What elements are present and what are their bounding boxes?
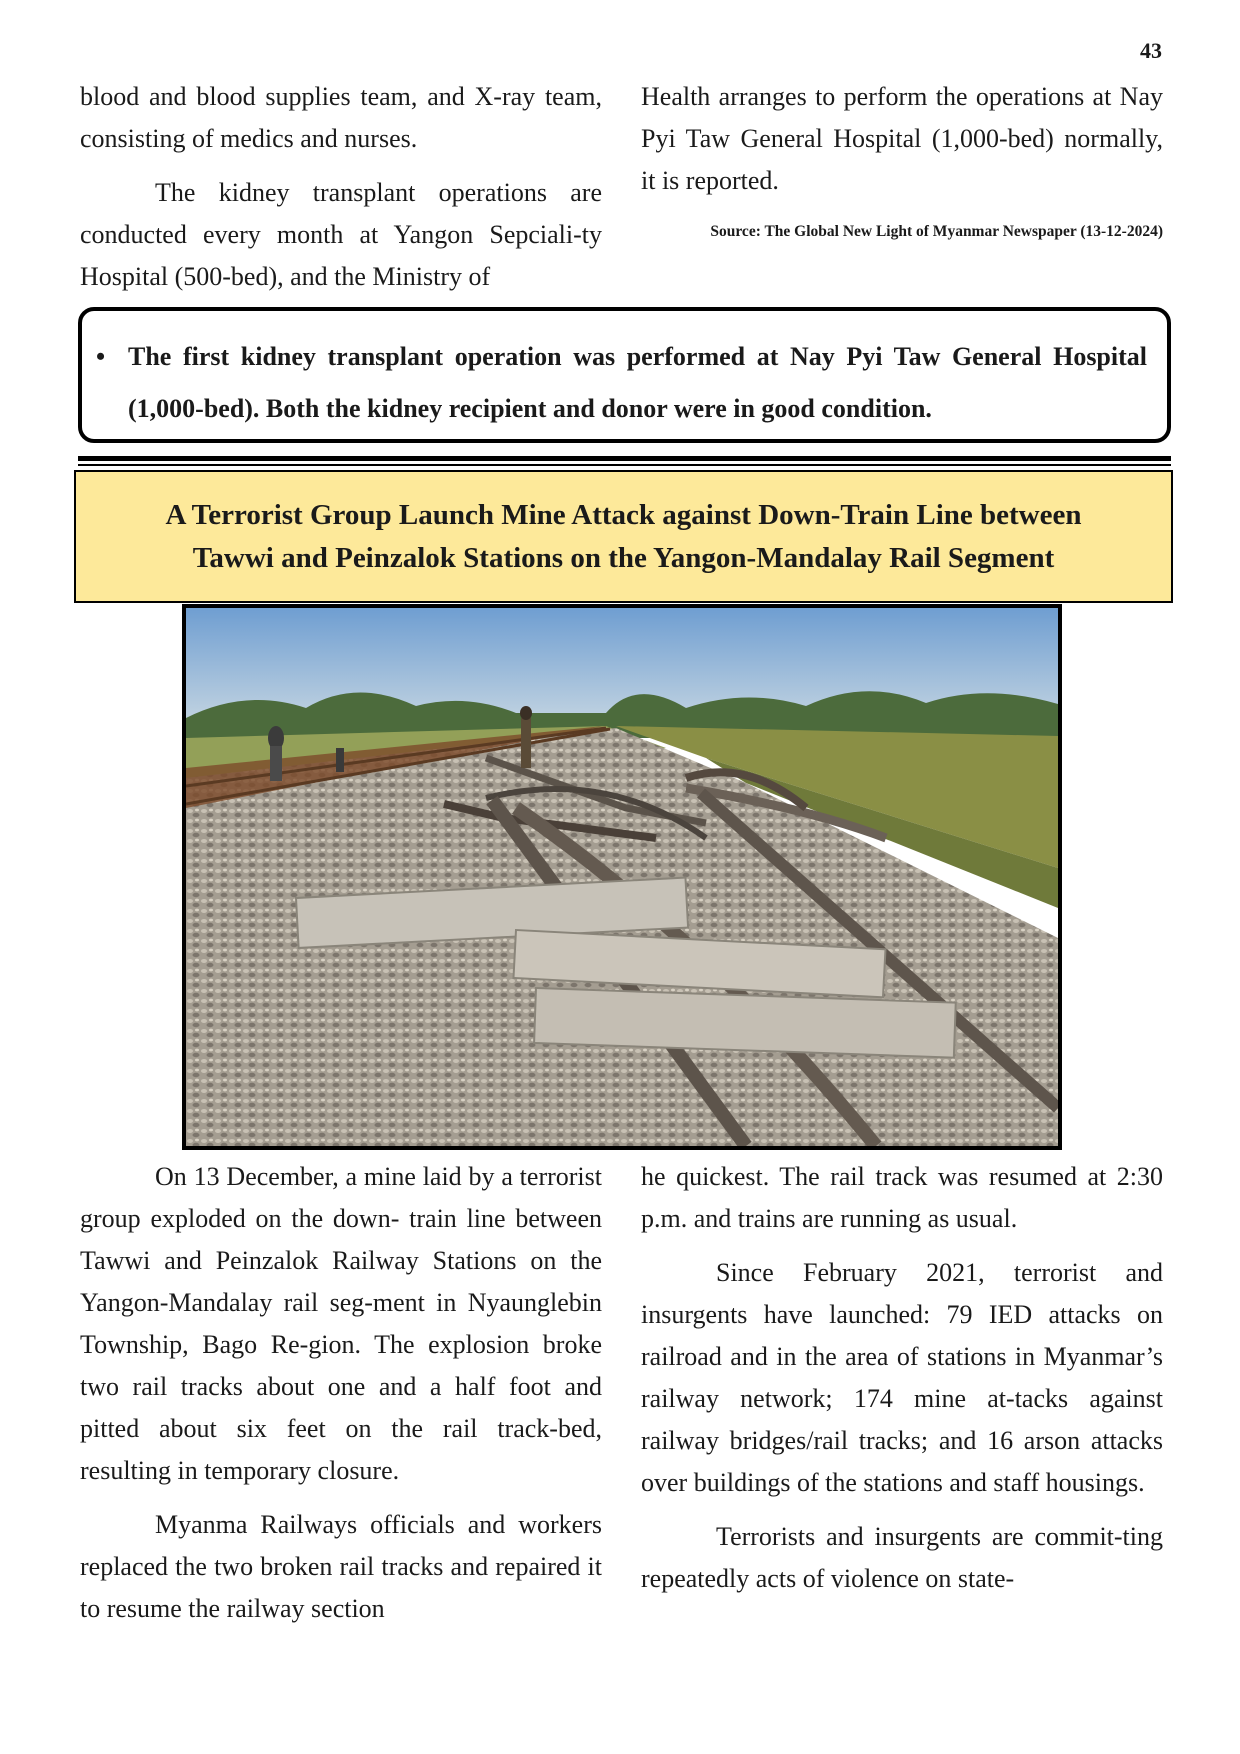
paragraph: blood and blood supplies team, and X-ray team, consisting of medics and nurses. [80,82,602,153]
headline-line-1: A Terrorist Group Launch Mine Attack against Down-Train Line between [165,498,1082,531]
source-citation: Source: The Global New Light of Myanmar Newspaper (13-12-2024) [710,223,1163,240]
bottom-left-column [80,1156,602,1642]
paragraph: Health arranges to perform the operations at Nay Pyi Taw General Hospital (1,000-bed) normally, it is reported. [641,82,1163,195]
article-headline [74,470,1173,603]
bottom-right-column [641,1156,1163,1612]
paragraph: Terrorists and insurgents are commit-ting repeatedly acts of violence on state- [641,1522,1163,1593]
bullet-icon: • [96,342,106,371]
photo-illustration [186,608,1058,1146]
section-divider-thin [78,464,1171,466]
top-right-column [641,76,1163,254]
headline-line-2: Tawwi and Peinzalok Stations on the Yangon-Mandalay Rail Segment [192,541,1055,574]
damaged-rail-track-photo [182,604,1062,1150]
section-divider [78,456,1171,461]
paragraph: he quickest. The rail track was resumed at 2:30 p.m. and trains are running as usual. [641,1162,1163,1233]
highlight-callout-box [78,307,1171,443]
paragraph: Since February 2021, terrorist and insurgents have launched: 79 IED attacks on railroad and in the area of stations in Myanmar’s railway network; 174 mine at-tacks against railway bridges/rail tracks; and 16 arson attacks over buildings of the stations and staff housings. [641,1258,1163,1497]
page-number: 43 [1140,38,1162,63]
paragraph: The kidney transplant operations are conducted every month at Yangon Sepciali-ty Hospital (500-bed), and the Ministry of [80,178,602,291]
top-left-column [80,76,602,310]
paragraph: On 13 December, a mine laid by a terrorist group exploded on the down- train line between Tawwi and Peinzalok Railway Stations on the Yangon-Mandalay rail seg-ment in Nyaunglebin Township, Bago Re-gion. The explosion broke two rail tracks about one and a half foot and pitted about six feet on the rail track-bed, resulting in temporary closure. [80,1162,602,1485]
paragraph: Myanma Railways officials and workers replaced the two broken rail tracks and repaired it to resume the railway section [80,1510,602,1623]
callout-text: The first kidney transplant operation was performed at Nay Pyi Taw General Hospital (1,000-bed). Both the kidney recipient and donor were in good condition. [128,342,1147,423]
